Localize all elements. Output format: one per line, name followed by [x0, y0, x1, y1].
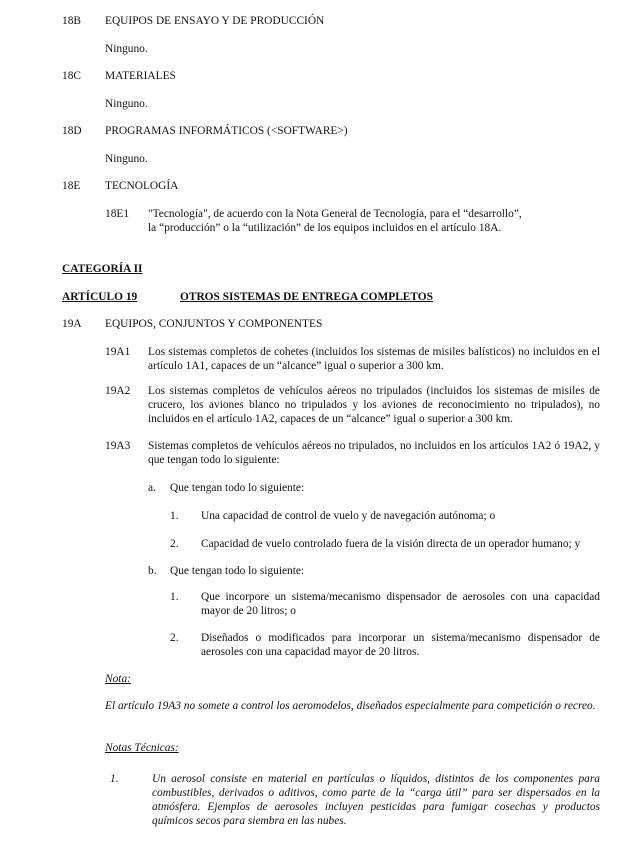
item-code-18e1: 18E1	[105, 208, 130, 220]
article-label: ARTÍCULO 19	[62, 291, 138, 303]
section-code-18c: 18C	[62, 70, 81, 82]
sub-a-text: Que tengan todo lo siguiente:	[170, 482, 305, 494]
tech-note-1-num: 1.	[110, 773, 119, 785]
item-text-19a3: Sistemas completos de vehículos aéreos no tripulados, no incluidos en los artículos 1A2 ó 19A2, y que tengan todo lo siguiente:	[148, 440, 600, 466]
tech-note-1-text: Un aerosol consiste en material en partículas o líquidos, distintos de los componentes para combustibles, derivados o aditivos, como parte de la “carga útil” para ser dispersados en la atmósfera. Ejemplos de aerosoles incluyen pesticidas para fumigar cosechas y productos químicos secos para siembra en las nubes.	[152, 773, 600, 827]
sub-a-item-1-text: Una capacidad de control de vuelo y de navegación autónoma; o	[201, 510, 496, 522]
note-heading: Nota:	[105, 673, 131, 685]
item-code-19a1: 19A1	[105, 346, 131, 358]
sub-a-item-2-text: Capacidad de vuelo controlado fuera de la visión directa de un operador humano; y	[201, 538, 581, 550]
item-text-18e1-line1: "Tecnología", de acuerdo con la Nota General de Tecnología, para el “desarrollo”,	[148, 208, 522, 220]
section-title-19a: EQUIPOS, CONJUNTOS Y COMPONENTES	[105, 318, 323, 330]
sub-a-label: a.	[148, 482, 156, 494]
article-title: OTROS SISTEMAS DE ENTREGA COMPLETOS	[180, 291, 433, 303]
note-text: El artículo 19A3 no somete a control los aeromodelos, diseñados especialmente para competición o recreo.	[105, 700, 596, 712]
tech-notes-heading: Notas Técnicas:	[105, 742, 179, 754]
category-heading: CATEGORÍA II	[62, 263, 143, 275]
sub-b-item-2-num: 2.	[170, 632, 179, 644]
sub-a-item-2-num: 2.	[170, 538, 179, 550]
item-text-19a1: Los sistemas completos de cohetes (incluidos los sistemas de misiles balísticos) no incluidos en el artículo 1A1, capaces de un “alcance” igual o superior a 300 km.	[148, 346, 600, 372]
sub-b-item-1-text: Que incorpore un sistema/mecanismo dispensador de aerosoles con una capacidad mayor de 20 litros; o	[201, 591, 600, 617]
item-text-19a2: Los sistemas completos de vehículos aéreos no tripulados (incluidos los sistemas de misiles de crucero, los aviones blanco no tripulados y los aviones de reconocimiento no tripulados), no incluidos en el artículo 1A2, capaces de un “alcance” igual o superior a 300 km.	[148, 385, 600, 425]
sub-b-label: b.	[148, 565, 157, 577]
section-title-18b: EQUIPOS DE ENSAYO Y DE PRODUCCIÓN	[105, 15, 325, 27]
sub-b-text: Que tengan todo lo siguiente:	[170, 565, 305, 577]
section-body-18d: Ninguno.	[105, 153, 148, 165]
sub-a-item-1-num: 1.	[170, 510, 179, 522]
section-code-18e: 18E	[62, 180, 81, 192]
section-title-18d: PROGRAMAS INFORMÁTICOS (<SOFTWARE>)	[105, 125, 348, 137]
section-code-19a: 19A	[62, 318, 82, 330]
section-title-18c: MATERIALES	[105, 70, 176, 82]
item-text-18e1-line2: la “producción” o la “utilización” de los equipos incluidos en el artículo 18A.	[148, 222, 502, 234]
section-code-18b: 18B	[62, 15, 81, 27]
section-body-18b: Ninguno.	[105, 43, 148, 55]
section-code-18d: 18D	[62, 125, 82, 137]
section-body-18c: Ninguno.	[105, 98, 148, 110]
sub-b-item-2-text: Diseñados o modificados para incorporar un sistema/mecanismo dispensador de aerosoles con una capacidad mayor de 20 litros.	[201, 632, 600, 658]
item-code-19a3: 19A3	[105, 440, 131, 452]
item-code-19a2: 19A2	[105, 385, 131, 397]
sub-b-item-1-num: 1.	[170, 591, 179, 603]
section-title-18e: TECNOLOGÍA	[105, 180, 179, 192]
